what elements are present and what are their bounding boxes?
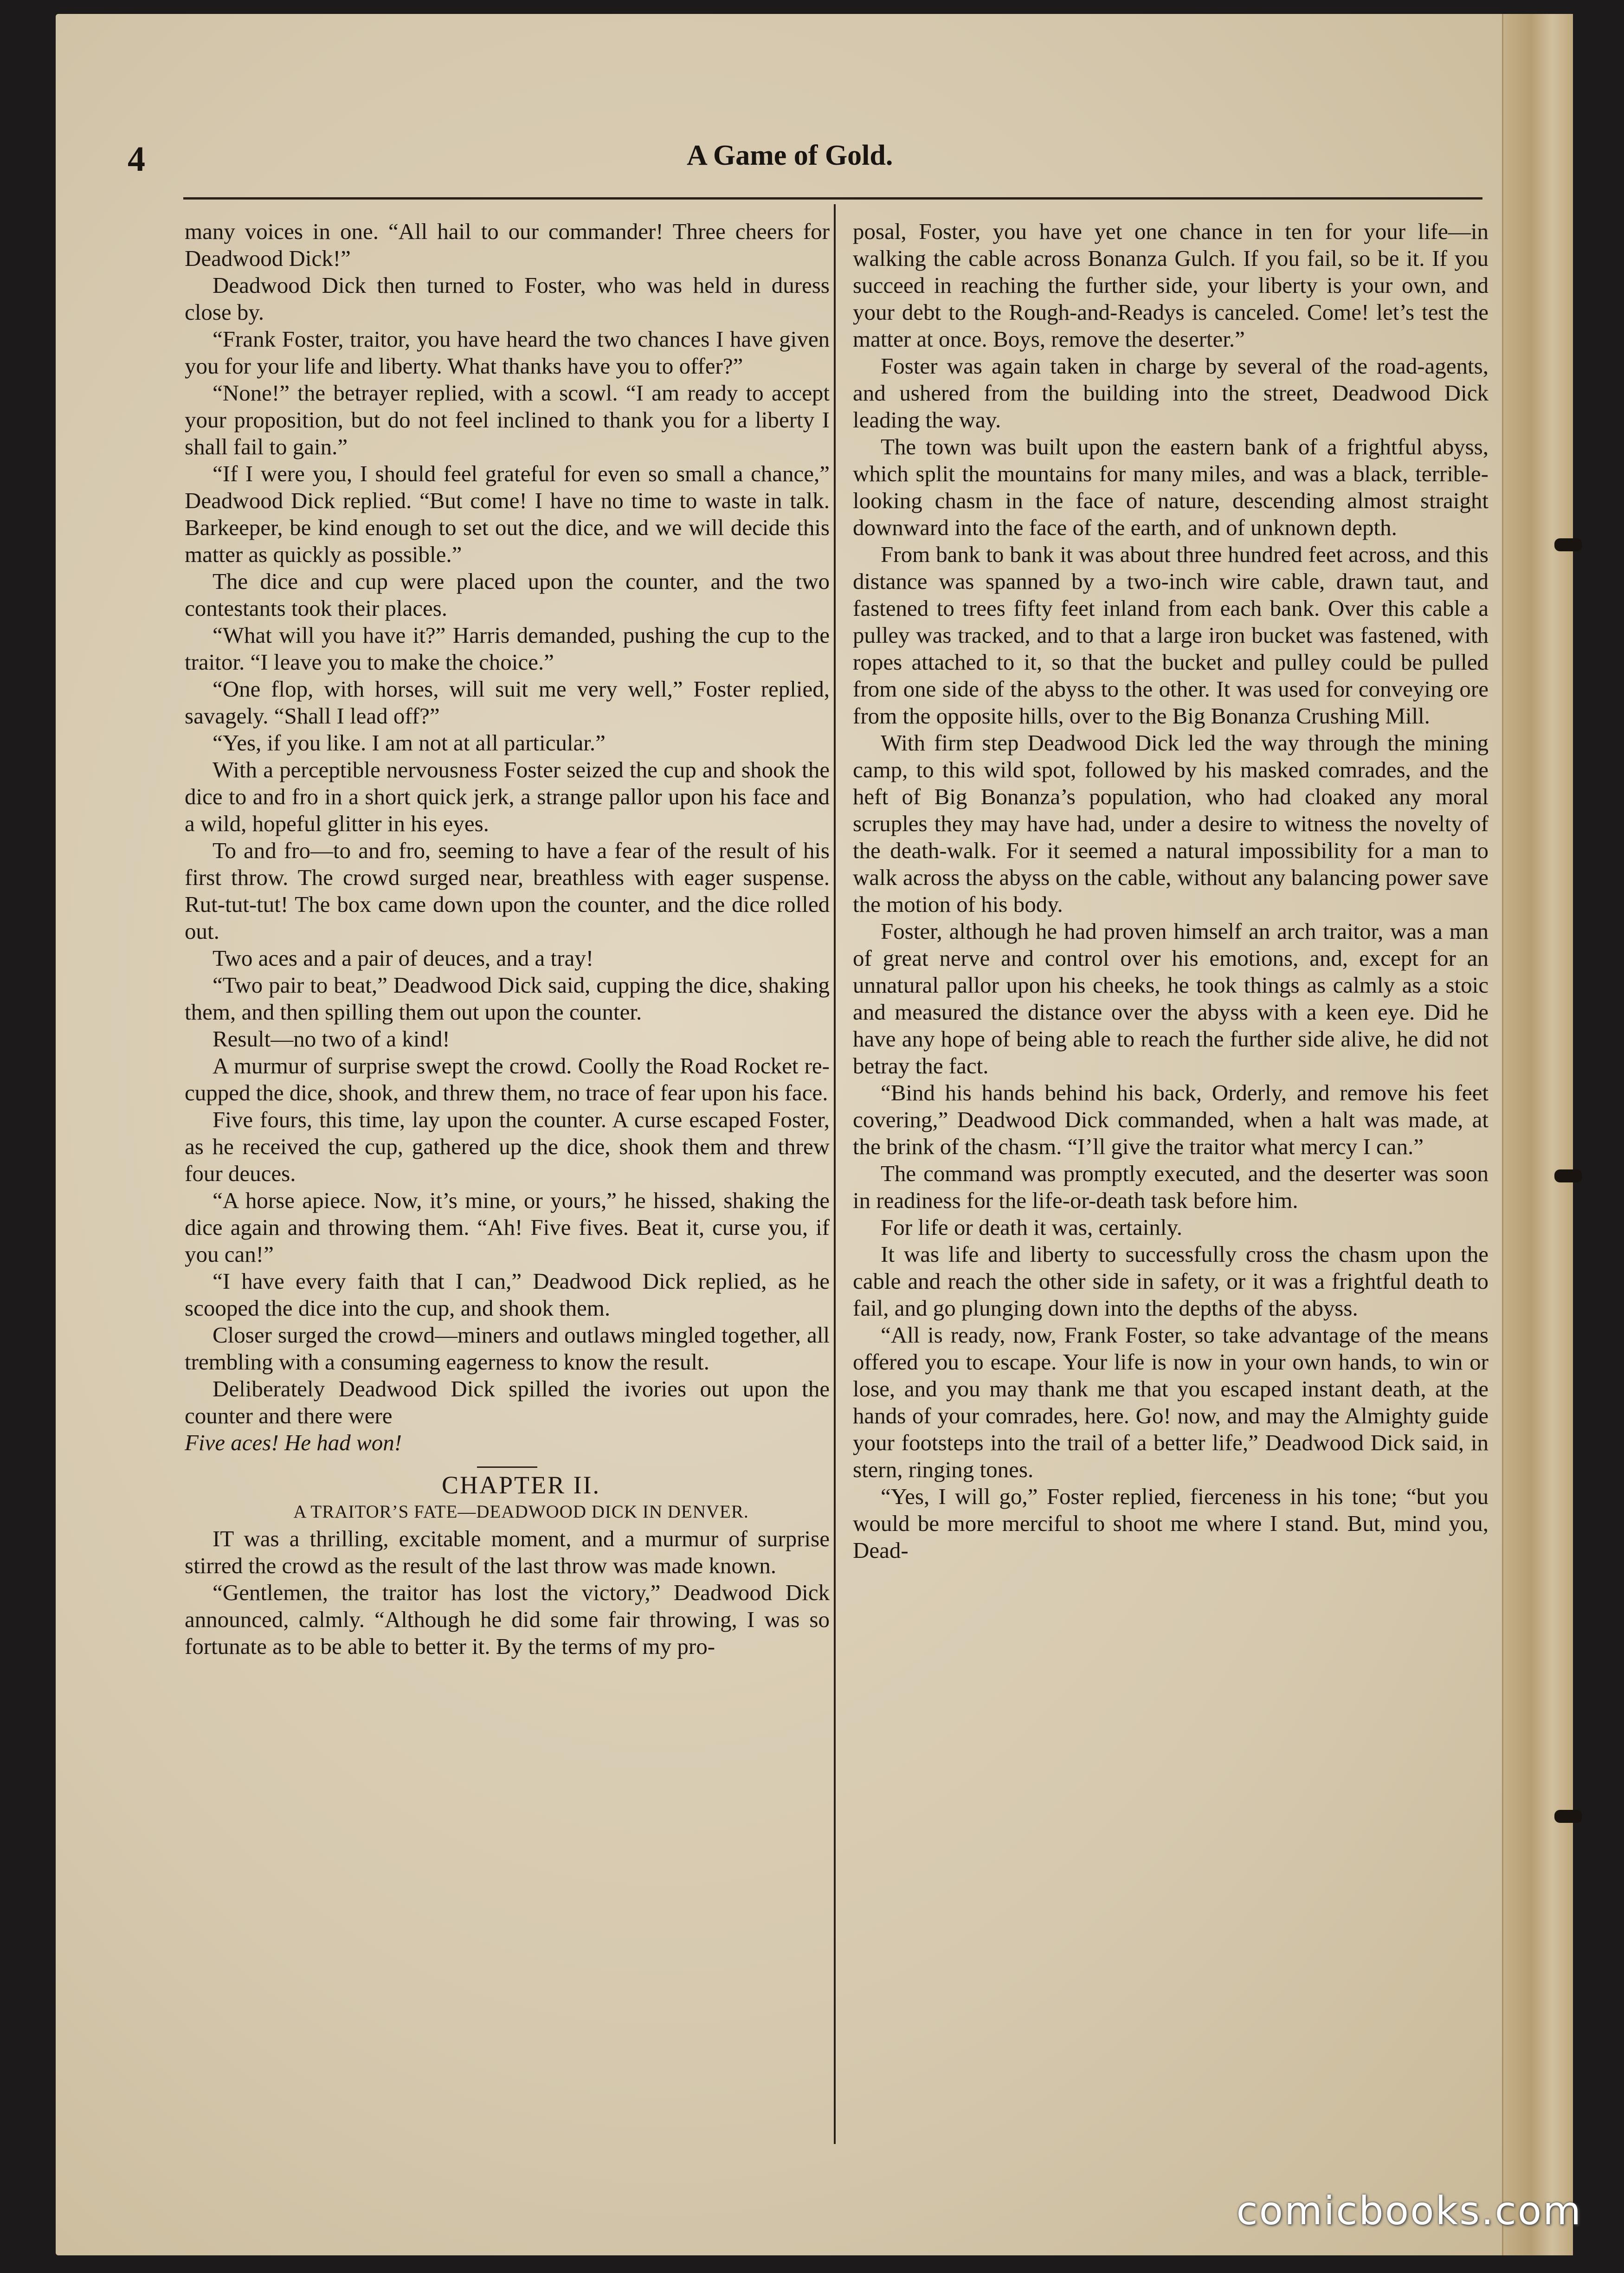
page-number: 4	[128, 140, 145, 179]
paragraph: Foster, although he had proven himself an arch traitor, was a man of great nerve and control over his emotions, and, except for an unnatural pallor upon his cheeks, he took things as calmly as a stoic and measured the distance over the abyss with a keen eye. Did he have any hope of being able to reach the further side alive, he did not betray the fact.	[853, 918, 1489, 1078]
paragraph: “Two pair to beat,” Deadwood Dick said, cupping the dice, shaking them, and then spilling them out upon the counter.	[185, 972, 830, 1025]
paragraph: From bank to bank it was about three hundred feet across, and this distance was spanned by a two-inch wire cable, drawn taut, and fastened to trees fifty feet inland from each bank. Over this cable a pulley was tracked, and to that a large iron bucket was fastened, with ropes attached to it, so that the bucket and pulley could be pulled from one side of the abyss to the other. It was used for conveying ore from the opposite hills, over to the Big Bonanza Crushing Mill.	[853, 542, 1489, 729]
column-divider	[834, 204, 836, 2144]
paragraph: “What will you have it?” Harris demanded, pushing the cup to the traitor. “I leave you to make the choice.”	[185, 622, 830, 675]
paragraph: Five fours, this time, lay upon the counter. A curse escaped Foster, as he received the cup, gathered up the dice, shook them and threw four deuces.	[185, 1107, 830, 1186]
binding-spine	[1502, 14, 1573, 2255]
right-column	[853, 218, 1489, 1564]
paragraph: The command was promptly executed, and the deserter was soon in readiness for the life-or-death task before him.	[853, 1161, 1489, 1213]
paragraph: A murmur of surprise swept the crowd. Coolly the Road Rocket re-cupped the dice, shook, and threw them, no trace of fear upon his face.	[185, 1053, 830, 1105]
paragraph: Two aces and a pair of deuces, and a tray!	[213, 945, 594, 971]
binding-staple-mark	[1554, 1169, 1582, 1182]
paragraph: “Yes, I will go,” Foster replied, fierceness in his tone; “but you would be more merciful to shoot me where I stand. But, mind you, Dead-	[853, 1484, 1489, 1563]
left-column	[185, 218, 830, 1660]
paragraph: “All is ready, now, Frank Foster, so take advantage of the means offered you to escape. Your life is now in your own hands, to win or lose, and you may thank me that you escaped instant death, at the hands of your comrades, here. Go! now, and may the Almighty guide your footsteps into the trail of a better life,” Deadwood Dick said, in stern, ringing tones.	[853, 1322, 1489, 1482]
paragraph: “One flop, with horses, will suit me very well,” Foster replied, savagely. “Shall I lead off?”	[185, 676, 830, 729]
binding-staple-mark	[1554, 1810, 1582, 1823]
paragraph: “Yes, if you like. I am not at all particular.”	[213, 730, 606, 756]
paragraph: The dice and cup were placed upon the counter, and the two contestants took their places.	[185, 568, 830, 621]
running-title: A Game of Gold.	[687, 140, 893, 171]
paragraph: “If I were you, I should feel grateful for even so small a chance,” Deadwood Dick replied. “But come! I have no time to waste in talk. Barkeeper, be kind enough to set out the dice, and we will decide this matter as quickly as possible.”	[185, 461, 830, 567]
paragraph: “I have every faith that I can,” Deadwood Dick replied, as he scooped the dice into the cup, and shook them.	[185, 1268, 830, 1321]
paragraph: “None!” the betrayer replied, with a scowl. “I am ready to accept your proposition, but do not feel inclined to thank you for a liberty I shall fail to gain.”	[185, 380, 830, 459]
paragraph: With firm step Deadwood Dick led the way through the mining camp, to this wild spot, followed by his masked comrades, and the heft of Big Bonanza’s population, who had cloaked any moral scruples they may have had, under a desire to witness the novelty of the death-walk. For it seemed a natural impossibility for a man to walk across the abyss on the cable, without any balancing power save the motion of his body.	[853, 730, 1489, 917]
binding-staple-mark	[1554, 538, 1582, 551]
paragraph: IT was a thrilling, excitable moment, and a murmur of surprise stirred the crowd as the result of the last throw was made known.	[185, 1526, 830, 1578]
paragraph: “Gentlemen, the traitor has lost the victory,” Deadwood Dick announced, calmly. “Although he did some fair throwing, I was so fortunate as to be able to better it. By the terms of my pro-	[185, 1580, 830, 1659]
paragraph: With a perceptible nervousness Foster seized the cup and shook the dice to and fro in a short quick jerk, a strange pallor upon his face and a wild, hopeful glitter in his eyes.	[185, 757, 830, 836]
chapter-subtitle: A TRAITOR’S FATE—DEADWOOD DICK IN DENVER.	[293, 1502, 749, 1522]
paragraph: To and fro—to and fro, seeming to have a fear of the result of his first throw. The crowd surged near, breathless with eager suspense. Rut-tut-tut! The box came down upon the counter, and the dice rolled out.	[185, 838, 830, 944]
paragraph: “Frank Foster, traitor, you have heard the two chances I have given you for your life and liberty. What thanks have you to offer?”	[185, 326, 830, 379]
paragraph-italic: Five aces! He had won!	[185, 1430, 402, 1455]
paragraph: many voices in one. “All hail to our commander! Three cheers for Deadwood Dick!”	[185, 219, 830, 271]
paragraph: Result—no two of a kind!	[213, 1026, 450, 1052]
paragraph: It was life and liberty to successfully cross the chasm upon the cable and reach the other side in safety, or it was a frightful death to fail, and go plunging down into the depths of the abyss.	[853, 1241, 1489, 1321]
paragraph: “Bind his hands behind his back, Orderly, and remove his feet covering,” Deadwood Dick commanded, when a halt was made, at the brink of the chasm. “I’ll give the traitor what mercy I can.”	[853, 1080, 1489, 1159]
watermark: comicbooks.com	[1236, 2188, 1582, 2234]
header-rule	[183, 197, 1482, 200]
paragraph: For life or death it was, certainly.	[881, 1214, 1182, 1240]
paragraph: “A horse apiece. Now, it’s mine, or yours,” he hissed, shaking the dice again and throwing them. “Ah! Five fives. Beat it, curse you, if you can!”	[185, 1188, 830, 1267]
chapter-heading: CHAPTER II.	[442, 1471, 600, 1499]
paragraph: Closer surged the crowd—miners and outlaws mingled together, all trembling with a consuming eagerness to know the result.	[185, 1322, 830, 1375]
paragraph: Deadwood Dick then turned to Foster, who was held in duress close by.	[185, 272, 830, 325]
paragraph: The town was built upon the eastern bank of a frightful abyss, which split the mountains for many miles, and was a black, terrible-looking chasm in the face of nature, descending almost straight downward into the face of the earth, and of unknown depth.	[853, 434, 1489, 540]
paragraph: posal, Foster, you have yet one chance in ten for your life—in walking the cable across Bonanza Gulch. If you fail, so be it. If you succeed in reaching the further side, your liberty is your own, and your debt to the Rough-and-Readys is canceled. Come! let’s test the matter at once. Boys, remove the deserter.”	[853, 219, 1489, 352]
chapter-rule	[477, 1466, 537, 1468]
paragraph: Deliberately Deadwood Dick spilled the ivories out upon the counter and there were	[185, 1376, 830, 1428]
paragraph: Foster was again taken in charge by several of the road-agents, and ushered from the building into the street, Deadwood Dick leading the way.	[853, 353, 1489, 433]
